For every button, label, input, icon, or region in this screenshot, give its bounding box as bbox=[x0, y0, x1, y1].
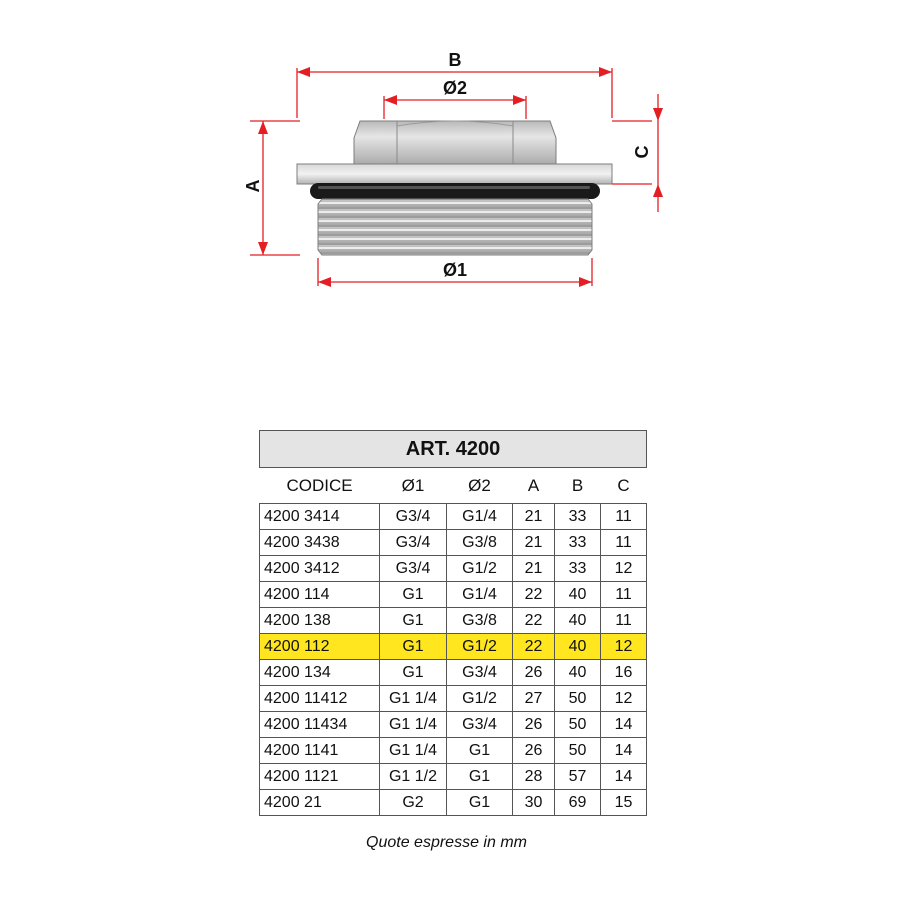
table-cell: 4200 138 bbox=[260, 608, 380, 634]
table-cell: 4200 3438 bbox=[260, 530, 380, 556]
table-cell: 4200 3412 bbox=[260, 556, 380, 582]
table-cell: 22 bbox=[513, 582, 555, 608]
table-cell: 40 bbox=[555, 582, 601, 608]
table-cell: 30 bbox=[513, 790, 555, 816]
table-cell: G1 bbox=[447, 790, 513, 816]
table-cell: 4200 1121 bbox=[260, 764, 380, 790]
table-cell: 12 bbox=[601, 686, 647, 712]
table-cell: G3/4 bbox=[447, 660, 513, 686]
table-cell: 40 bbox=[555, 608, 601, 634]
table-cell: G1 bbox=[447, 764, 513, 790]
table-row bbox=[260, 556, 647, 582]
table-cell: 26 bbox=[513, 660, 555, 686]
table-cell: G3/8 bbox=[447, 608, 513, 634]
table-row bbox=[260, 764, 647, 790]
column-header: C bbox=[617, 475, 630, 495]
column-header: CODICE bbox=[286, 475, 353, 495]
table-row bbox=[260, 712, 647, 738]
table-cell: 26 bbox=[513, 712, 555, 738]
table-cell: 4200 21 bbox=[260, 790, 380, 816]
table-cell: 4200 1141 bbox=[260, 738, 380, 764]
table-cell: G1 bbox=[380, 660, 447, 686]
table-cell: G1/4 bbox=[447, 504, 513, 530]
o-ring bbox=[310, 183, 600, 199]
table-cell: 16 bbox=[601, 660, 647, 686]
table-cell: 11 bbox=[601, 504, 647, 530]
threaded-body bbox=[318, 199, 592, 255]
table-cell: 33 bbox=[555, 504, 601, 530]
table-cell: 4200 11434 bbox=[260, 712, 380, 738]
table-cell: 12 bbox=[601, 634, 647, 660]
flange bbox=[297, 164, 612, 184]
table-cell: G1 bbox=[447, 738, 513, 764]
table-cell: 50 bbox=[555, 712, 601, 738]
table-cell: G2 bbox=[380, 790, 447, 816]
table-cell: 40 bbox=[555, 634, 601, 660]
label-b: B bbox=[448, 50, 462, 70]
table-row bbox=[260, 530, 647, 556]
table-cell: G3/4 bbox=[447, 712, 513, 738]
table-cell: 4200 134 bbox=[260, 660, 380, 686]
table-cell: 57 bbox=[555, 764, 601, 790]
table-cell: G1 1/4 bbox=[380, 686, 447, 712]
label-d2: Ø2 bbox=[442, 78, 468, 98]
technical-drawing bbox=[0, 0, 900, 340]
table-cell: 15 bbox=[601, 790, 647, 816]
table-cell: G1 1/4 bbox=[380, 738, 447, 764]
column-header: B bbox=[571, 475, 584, 495]
table-cell: 4200 112 bbox=[260, 634, 380, 660]
table-cell: 50 bbox=[555, 738, 601, 764]
table-cell: G1 bbox=[380, 608, 447, 634]
table-cell: 69 bbox=[555, 790, 601, 816]
table-cell: 12 bbox=[601, 556, 647, 582]
table-cell: G1/2 bbox=[447, 686, 513, 712]
column-header: Ø2 bbox=[468, 475, 491, 495]
table-cell: 33 bbox=[555, 530, 601, 556]
table-cell: 22 bbox=[513, 608, 555, 634]
table-cell: 4200 3414 bbox=[260, 504, 380, 530]
table-cell: 14 bbox=[601, 764, 647, 790]
units-note: Quote espresse in mm bbox=[366, 834, 527, 851]
table-cell: 28 bbox=[513, 764, 555, 790]
table-cell: 11 bbox=[601, 608, 647, 634]
table-cell: 14 bbox=[601, 712, 647, 738]
table-cell: 21 bbox=[513, 530, 555, 556]
table-cell: G1/4 bbox=[447, 582, 513, 608]
table-cell: G3/4 bbox=[380, 530, 447, 556]
hex-head bbox=[354, 121, 556, 165]
column-header: Ø1 bbox=[401, 475, 425, 495]
table-cell: G1/2 bbox=[447, 556, 513, 582]
table-cell: G1/2 bbox=[447, 634, 513, 660]
table-cell: 21 bbox=[513, 556, 555, 582]
table-body bbox=[260, 504, 647, 816]
table-row bbox=[260, 660, 647, 686]
label-a: A bbox=[243, 179, 263, 193]
table-title: ART. 4200 bbox=[260, 431, 647, 468]
table-cell: 11 bbox=[601, 530, 647, 556]
table-cell: 33 bbox=[555, 556, 601, 582]
table-cell: G3/8 bbox=[447, 530, 513, 556]
table-cell: G1 bbox=[380, 634, 447, 660]
table-cell: G1 bbox=[380, 582, 447, 608]
table-cell: 40 bbox=[555, 660, 601, 686]
table-cell: G3/4 bbox=[380, 556, 447, 582]
label-c: C bbox=[632, 145, 652, 159]
table-cell: 4200 114 bbox=[260, 582, 380, 608]
spec-table bbox=[259, 430, 647, 816]
table-cell: 14 bbox=[601, 738, 647, 764]
table-row bbox=[260, 608, 647, 634]
table-row-highlighted bbox=[260, 634, 647, 660]
table-cell: 26 bbox=[513, 738, 555, 764]
table-row bbox=[260, 738, 647, 764]
table-cell: 50 bbox=[555, 686, 601, 712]
table-cell: 27 bbox=[513, 686, 555, 712]
column-header: A bbox=[527, 475, 540, 495]
table-row bbox=[260, 504, 647, 530]
table-cell: G1 1/4 bbox=[380, 712, 447, 738]
table-cell: 4200 11412 bbox=[260, 686, 380, 712]
table-cell: G3/4 bbox=[380, 504, 447, 530]
column-header-row bbox=[260, 468, 647, 504]
table-row bbox=[260, 582, 647, 608]
table-cell: 21 bbox=[513, 504, 555, 530]
table-row bbox=[260, 686, 647, 712]
table-cell: 11 bbox=[601, 582, 647, 608]
label-d1: Ø1 bbox=[442, 260, 468, 280]
table-cell: 22 bbox=[513, 634, 555, 660]
table-row bbox=[260, 790, 647, 816]
table-cell: G1 1/2 bbox=[380, 764, 447, 790]
